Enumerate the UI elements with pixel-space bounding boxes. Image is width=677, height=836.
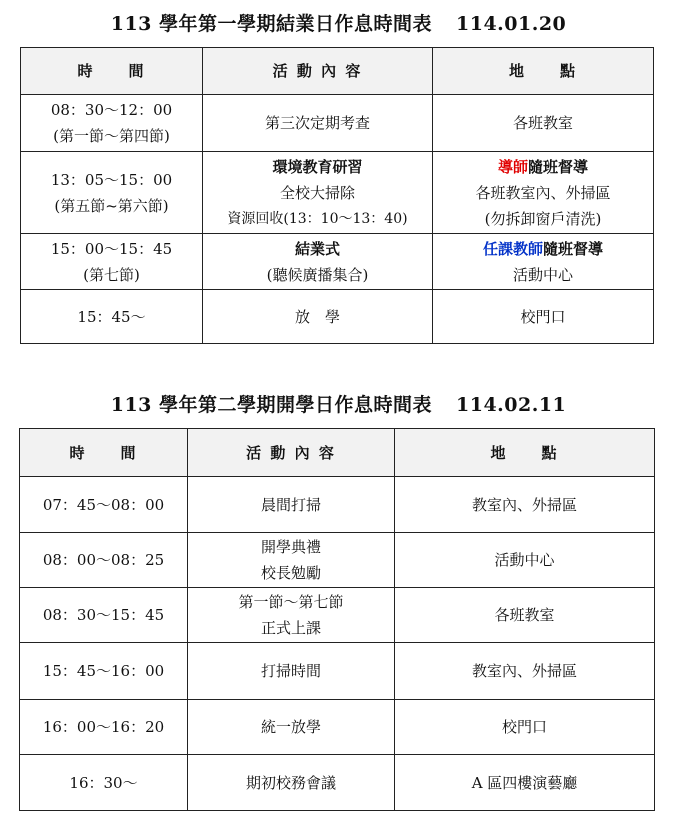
- location-cell: 校門口: [395, 700, 655, 755]
- activity-text: 正式上課: [260, 619, 321, 637]
- header-activity: 活 動 內 容: [188, 429, 395, 477]
- table-row: [21, 95, 654, 152]
- subject-teacher-label: 任課教師: [482, 239, 543, 258]
- activity-heading: 結業式: [294, 239, 340, 258]
- time-cell: [21, 290, 203, 344]
- table-row: [21, 234, 654, 290]
- location-cell: [433, 152, 654, 234]
- schedule-title-2: [0, 390, 677, 417]
- header-location: 地 點: [395, 429, 655, 477]
- supervise-label: 隨班督導: [543, 239, 604, 258]
- time-cell: [21, 95, 203, 152]
- time-note: (第五節~第六節): [54, 196, 169, 215]
- location-text: 各班教室: [512, 114, 573, 132]
- time-text: 13：05～15：00: [50, 170, 173, 189]
- time-cell: 16：30～: [20, 755, 188, 811]
- activity-cell: [203, 234, 433, 290]
- header-row: [21, 48, 654, 95]
- title-date: 114.02.11: [456, 394, 567, 416]
- activity-text: 第一節～第七節: [238, 593, 344, 611]
- table-row: [21, 152, 654, 234]
- location-cell: [433, 290, 654, 344]
- time-text: 15：00～15：45: [50, 239, 173, 258]
- location-cell: [433, 234, 654, 290]
- activity-text: 開學典禮: [260, 538, 321, 556]
- activity-cell: [203, 95, 433, 152]
- time-text: 08：30～12：00: [50, 101, 173, 119]
- location-cell: 教室內、外掃區: [395, 643, 655, 700]
- activity-text: 資源回收(13：10～13：40): [227, 210, 408, 227]
- time-cell: 16：00～16：20: [20, 700, 188, 755]
- activity-cell: [188, 533, 395, 588]
- schedule-table-2: [19, 428, 655, 811]
- activity-cell: 打掃時間: [188, 643, 395, 700]
- location-note: (勿拆卸窗戶清洗): [484, 209, 602, 228]
- activity-text: 校長勉勵: [260, 564, 321, 582]
- time-note: (第一節～第四節): [53, 127, 170, 145]
- location-cell: [433, 95, 654, 152]
- location-text: 活動中心: [512, 265, 573, 284]
- location-cell: 活動中心: [395, 533, 655, 588]
- activity-text: (聽候廣播集合): [266, 265, 369, 284]
- title-date: 114.01.20: [456, 13, 567, 35]
- table-row: [20, 700, 655, 755]
- activity-cell: [203, 152, 433, 234]
- table-row: [20, 477, 655, 533]
- table-row: [20, 755, 655, 811]
- title-text: 113 學年第一學期結業日作息時間表: [110, 13, 432, 35]
- time-text: 15：45～: [77, 307, 146, 326]
- time-cell: 15：45～16：00: [20, 643, 188, 700]
- header-activity: 活 動 內 容: [203, 48, 433, 95]
- title-text: 113 學年第二學期開學日作息時間表: [110, 394, 432, 416]
- table-row: [20, 533, 655, 588]
- activity-text: 放 學: [294, 307, 340, 326]
- time-cell: 08：30～15：45: [20, 588, 188, 643]
- time-cell: 07：45～08：00: [20, 477, 188, 533]
- table-row: [20, 588, 655, 643]
- location-cell: 各班教室: [395, 588, 655, 643]
- time-cell: [21, 152, 203, 234]
- activity-cell: 期初校務會議: [188, 755, 395, 811]
- schedule-title-1: [0, 9, 677, 36]
- location-text: 校門口: [520, 307, 566, 326]
- activity-text: 第三次定期考查: [264, 114, 370, 132]
- homeroom-teacher-label: 導師: [497, 157, 528, 176]
- activity-cell: [203, 290, 433, 344]
- table-row: [21, 290, 654, 344]
- activity-cell: 統一放學: [188, 700, 395, 755]
- activity-cell: [188, 588, 395, 643]
- header-time: 時 間: [20, 429, 188, 477]
- table-row: [20, 643, 655, 700]
- header-row: [20, 429, 655, 477]
- header-time: 時 間: [21, 48, 203, 95]
- schedule-table-1: [20, 47, 654, 344]
- activity-heading: 環境教育研習: [272, 157, 363, 176]
- time-cell: [21, 234, 203, 290]
- supervise-label: 隨班督導: [528, 157, 589, 176]
- time-cell: 08：00～08：25: [20, 533, 188, 588]
- location-cell: A 區四樓演藝廳: [395, 755, 655, 811]
- header-location: 地 點: [433, 48, 654, 95]
- activity-cell: 晨間打掃: [188, 477, 395, 533]
- time-note: (第七節): [83, 265, 140, 284]
- location-cell: 教室內、外掃區: [395, 477, 655, 533]
- location-text: 各班教室內、外掃區: [475, 183, 611, 202]
- activity-text: 全校大掃除: [279, 183, 355, 202]
